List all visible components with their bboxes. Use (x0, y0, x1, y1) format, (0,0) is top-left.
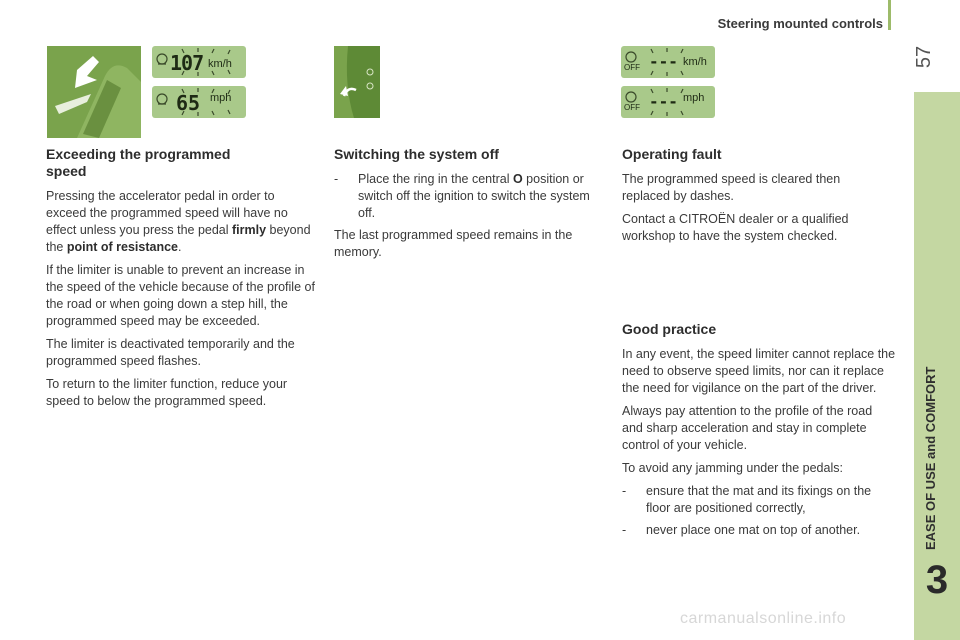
text-run: beyond the (46, 223, 311, 254)
switching-title: Switching the system off (334, 146, 499, 162)
fault-paragraph-2: Contact a CITROËN dealer or a qualified workshop to have the system checked. (622, 212, 849, 243)
fault-paragraph-1: The programmed speed is cleared then replaced by dashes. (622, 172, 841, 203)
speed-display-kmh (152, 46, 246, 78)
list-dash: - (622, 484, 627, 498)
dashes: --- (649, 52, 678, 71)
good-practice-paragraph-2: Always pay attention to the profile of the road and sharp acceleration and stay in complete control of your vehicle. (622, 404, 873, 452)
list-item-text: never place one mat on top of another. (646, 523, 861, 537)
exceeding-paragraph-4: To return to the limiter function, reduce your speed to below the programmed speed. (46, 377, 288, 408)
good-practice-paragraph-1: In any event, the speed limiter cannot replace the need to observe speed limits, nor can it replace the need for vigilance on the part of the driver. (622, 347, 896, 395)
text-run: position or switch off the ignition to switch the system off. (358, 172, 590, 220)
switching-section (334, 146, 596, 267)
speed-value-mph: 65 (176, 91, 201, 115)
exceeding-paragraph-3: The limiter is deactivated temporarily and the programmed speed flashes. (46, 337, 295, 368)
switching-paragraph: The last programmed speed remains in the memory. (334, 228, 573, 259)
running-header: Steering mounted controls (717, 16, 883, 31)
list-dash: - (622, 523, 627, 537)
bold-text: firmly (232, 223, 267, 237)
watermark: carmanualsonline.info (680, 610, 847, 627)
bold-text: O (512, 172, 523, 186)
exceeding-section (46, 146, 318, 416)
good-practice-section (622, 321, 896, 544)
list-dash: - (334, 172, 339, 186)
fault-title: Operating fault (622, 146, 722, 162)
dashes: --- (649, 92, 678, 111)
speed-unit-kmh: km/h (208, 58, 232, 70)
off-display-mph (621, 86, 715, 118)
speed-unit-mph: mph (683, 92, 705, 104)
bold-text: point of resistance (66, 240, 178, 254)
speed-display-mph (152, 86, 246, 118)
control-ring-illustration (334, 46, 380, 118)
header-divider (888, 0, 891, 30)
chapter-label: EASE OF USE and COMFORT (923, 366, 938, 550)
text-run: Place the ring in the central (358, 172, 513, 186)
pedal-foot-icon (47, 46, 141, 138)
chapter-number: 3 (925, 558, 949, 602)
text-run: Pressing the accelerator pedal in order to exceed the programmed speed will have no effect unless you press the pedal (46, 189, 288, 237)
list-item-text: ensure that the mat and its fixings on the floor are positioned correctly, (646, 484, 872, 515)
exceeding-title: Exceeding the programmed speed (46, 146, 231, 179)
good-practice-paragraph-3: To avoid any jamming under the pedals: (622, 461, 843, 475)
speed-value-kmh: 107 (170, 51, 204, 75)
exceeding-paragraph-2: If the limiter is unable to prevent an increase in the speed of the vehicle because of the profile of the road or when going down a step hill, the programmed speed may be exceeded. (46, 263, 315, 328)
off-display-kmh (621, 46, 715, 78)
page-number: 57 (913, 45, 935, 69)
ring-switch-icon (334, 46, 380, 118)
fault-section (622, 146, 882, 251)
good-practice-title: Good practice (622, 321, 717, 337)
list-item (622, 522, 896, 539)
speed-unit-kmh: km/h (683, 56, 707, 68)
text-run: . (178, 240, 182, 254)
off-label: OFF (624, 63, 640, 72)
speed-unit-mph: mph (210, 92, 232, 104)
pedal-illustration (47, 46, 141, 138)
exceeding-paragraph-1 (46, 188, 318, 256)
list-item (334, 171, 596, 222)
list-item (622, 483, 896, 517)
off-label: OFF (624, 103, 640, 112)
